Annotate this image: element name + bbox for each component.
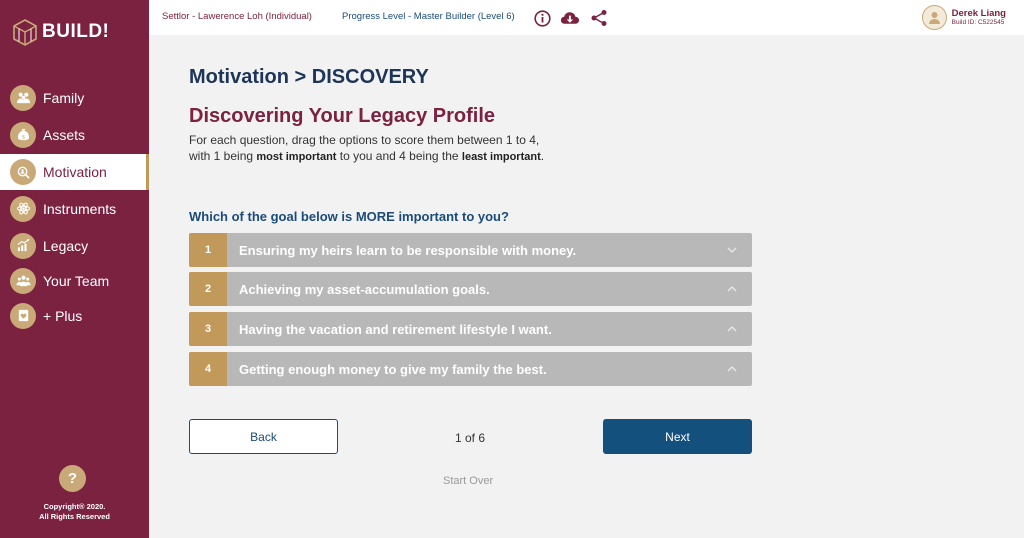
copyright bbox=[0, 502, 149, 522]
rank-number: 1 bbox=[189, 233, 227, 267]
ranking-option[interactable] bbox=[189, 312, 752, 346]
sidebar bbox=[0, 0, 149, 538]
breadcrumb: Motivation > DISCOVERY bbox=[189, 66, 429, 88]
chevron-down-icon[interactable] bbox=[725, 243, 739, 257]
help-button[interactable]: ? bbox=[59, 465, 86, 492]
instructions-line: For each question, drag the options to score them between 1 to 4, bbox=[189, 133, 540, 147]
avatar bbox=[922, 5, 947, 30]
sidebar-item-label: Family bbox=[43, 89, 85, 106]
progress-level: Progress Level - Master Builder (Level 6) bbox=[342, 11, 515, 22]
user-menu[interactable] bbox=[922, 5, 1006, 30]
copyright-line: All Rights Reserved bbox=[39, 512, 110, 521]
copyright-line: Copyright® 2020. bbox=[43, 502, 106, 511]
logo-text: BUILD! bbox=[42, 21, 110, 42]
instructions-text: . bbox=[540, 149, 545, 163]
user-details bbox=[952, 9, 1006, 27]
share-icon[interactable] bbox=[589, 8, 609, 28]
option-text: Getting enough money to give my family the best. bbox=[239, 361, 547, 377]
sidebar-item-family[interactable] bbox=[0, 81, 149, 114]
brand-logo[interactable] bbox=[12, 18, 109, 46]
most-important-text: most important bbox=[256, 151, 337, 163]
sidebar-item-legacy[interactable] bbox=[0, 229, 149, 262]
cloud-download-icon[interactable] bbox=[560, 8, 580, 28]
settlor-info: Settlor - Lawerence Loh (Individual) bbox=[162, 11, 312, 22]
option-text: Achieving my asset-accumulation goals. bbox=[239, 281, 490, 297]
option-text: Ensuring my heirs learn to be responsible with money. bbox=[239, 242, 577, 258]
motivation-icon bbox=[10, 159, 36, 185]
sidebar-item-label: Assets bbox=[43, 126, 86, 143]
least-important-text: least important bbox=[461, 151, 541, 163]
instructions-line bbox=[189, 148, 609, 165]
sidebar-item-label: Legacy bbox=[43, 237, 89, 254]
info-icon[interactable] bbox=[532, 8, 552, 28]
back-button[interactable]: Back bbox=[189, 419, 338, 454]
build-id: Build ID: C522545 bbox=[951, 18, 1005, 26]
sidebar-item-label: Motivation bbox=[43, 164, 107, 180]
option-text: Having the vacation and retirement lifestyle I want. bbox=[239, 321, 552, 337]
page-title: Discovering Your Legacy Profile bbox=[189, 105, 496, 127]
sidebar-item-your-team[interactable] bbox=[0, 264, 149, 297]
chevron-up-icon[interactable] bbox=[725, 362, 739, 376]
atom-icon bbox=[10, 196, 36, 222]
sidebar-item-plus[interactable] bbox=[0, 299, 149, 332]
instructions-text: with 1 being bbox=[189, 149, 257, 163]
main-content bbox=[149, 35, 1024, 538]
sidebar-item-label: Instruments bbox=[43, 200, 117, 217]
rank-number: 4 bbox=[189, 352, 227, 386]
growth-chart-icon bbox=[10, 233, 36, 259]
sidebar-item-instruments[interactable] bbox=[0, 192, 149, 225]
sidebar-item-label: Your Team bbox=[43, 272, 110, 289]
rank-number: 2 bbox=[189, 272, 227, 306]
sidebar-item-label: + Plus bbox=[43, 307, 83, 324]
ranking-option[interactable] bbox=[189, 272, 752, 306]
svg-text:$: $ bbox=[21, 134, 25, 141]
chevron-up-icon[interactable] bbox=[725, 282, 739, 296]
page-indicator: 1 of 6 bbox=[455, 431, 486, 445]
logo-cube-icon bbox=[12, 18, 38, 46]
question-text: Which of the goal below is MORE important to you? bbox=[189, 209, 509, 224]
top-header bbox=[149, 0, 1024, 35]
chevron-up-icon[interactable] bbox=[725, 322, 739, 336]
start-over-link[interactable]: Start Over bbox=[443, 475, 494, 487]
money-bag-icon bbox=[10, 122, 36, 148]
instructions-text: to you and 4 being the bbox=[336, 149, 462, 163]
ranking-option[interactable] bbox=[189, 233, 752, 267]
heart-book-icon bbox=[10, 303, 36, 329]
family-icon bbox=[10, 85, 36, 111]
next-button[interactable]: Next bbox=[603, 419, 752, 454]
sidebar-item-motivation[interactable] bbox=[0, 154, 149, 190]
user-name: Derek Liang bbox=[951, 7, 1006, 19]
sidebar-item-assets[interactable] bbox=[0, 118, 149, 151]
rank-number: 3 bbox=[189, 312, 227, 346]
team-icon bbox=[10, 268, 36, 294]
instructions bbox=[189, 132, 609, 165]
ranking-option[interactable] bbox=[189, 352, 752, 386]
